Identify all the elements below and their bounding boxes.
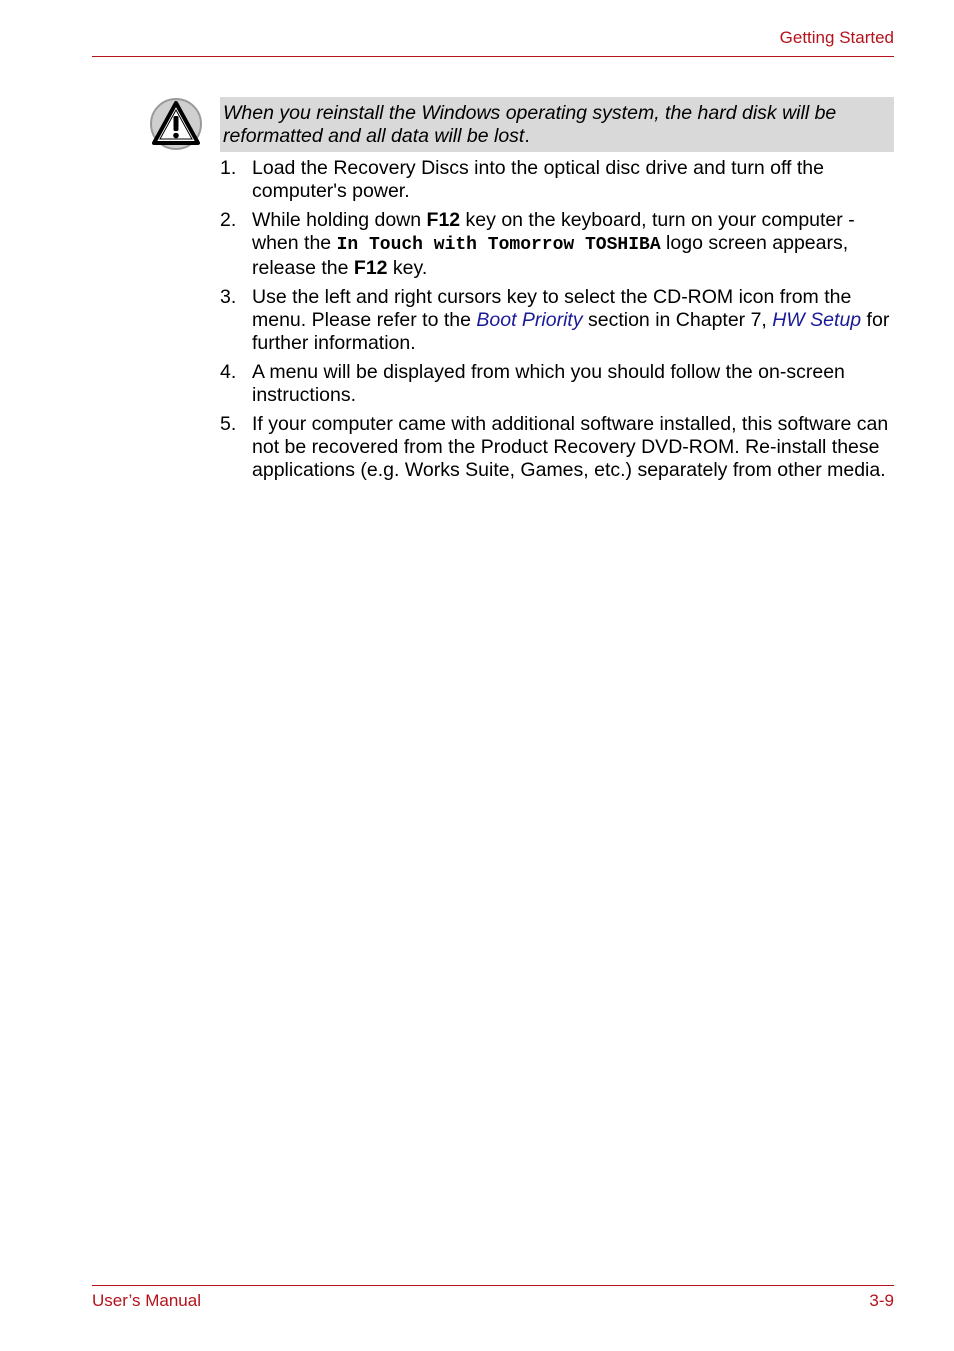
step-text: If your computer came with additional software installed, this software can not be recovered from the Product Recovery DVD-ROM. Re-install these applications (e.g. Works Suite, Games, etc.) separately from other media.	[252, 413, 889, 481]
step-text: A menu will be displayed from which you should follow the on-screen instructions.	[252, 361, 845, 406]
logo-text: In Touch with Tomorrow TOSHIBA	[336, 235, 661, 255]
caution-note	[220, 97, 894, 152]
step-text: Load the Recovery Discs into the optical disc drive and turn off the computer's power.	[252, 157, 824, 202]
list-item	[220, 361, 894, 407]
step-text: Use the left and right cursors key to select the CD-ROM icon from the menu. Please refer to the Boot Priority section in Chapter 7, HW Setup for further information.	[252, 286, 890, 354]
hw-setup-link[interactable]: HW Setup	[772, 309, 862, 331]
list-item	[220, 286, 894, 355]
step-number: 4.	[220, 361, 237, 383]
step-number: 3.	[220, 286, 237, 308]
step-number: 2.	[220, 209, 237, 231]
running-header-title: Getting Started	[779, 28, 894, 47]
header-divider	[92, 56, 894, 57]
list-item	[220, 157, 894, 203]
footer-divider	[92, 1285, 894, 1286]
footer-manual-title: User’s Manual	[92, 1291, 201, 1310]
caution-icon	[149, 97, 203, 151]
list-item	[220, 209, 894, 280]
page-number: 3-9	[869, 1291, 894, 1310]
key-name: F12	[426, 209, 461, 231]
step-number: 1.	[220, 157, 237, 179]
boot-priority-link[interactable]: Boot Priority	[476, 309, 583, 331]
recovery-steps-list	[220, 157, 894, 488]
step-text: While holding down F12 key on the keyboard, turn on your computer - when the In Touch with Tomorrow TOSHIBA logo screen appears, release the F12 key.	[252, 209, 855, 279]
caution-note-text: When you reinstall the Windows operating system, the hard disk will be reformatted and all data will be lost.	[223, 102, 837, 147]
key-name: F12	[353, 257, 388, 279]
step-number: 5.	[220, 413, 237, 435]
list-item	[220, 413, 894, 482]
